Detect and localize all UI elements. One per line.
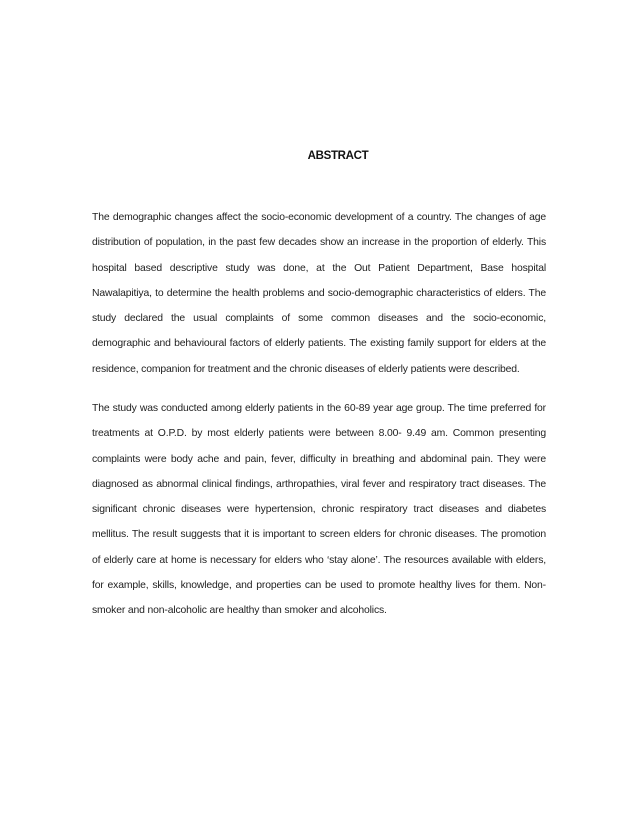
abstract-title: ABSTRACT [307,150,369,162]
abstract-paragraph-1: The demographic changes affect the socio-economic development of a country. The changes of age distribution of population, in the past few decades show an increase in the proportion of elderly. This hospital based descriptive study was done, at the Out Patient Department, Base hospital Nawalapitiya, to determine the health problems and socio-demographic characteristics of elders. The study declared the usual complaints of some common diseases and the socio-economic, demographic and behavioural factors of elderly patients. The existing family support for elders at the residence, companion for treatment and the chronic diseases of elderly patients were described. [92,212,546,375]
abstract-paragraph-2: The study was conducted among elderly patients in the 60-89 year age group. The time preferred for treatments at O.P.D. by most elderly patients were between 8.00- 9.49 am. Common presenting complaints were body ache and pain, fever, difficulty in breathing and abdominal pain. They were diagnosed as abnormal clinical findings, arthropathies, viral fever and respiratory tract diseases. The significant chronic diseases were hypertension, chronic respiratory tract diseases and diabetes mellitus. The result suggests that it is important to screen elders for chronic diseases. The promotion of elderly care at home is necessary for elders who ‘stay alone’. The resources available with elders, for example, skills, knowledge, and properties can be used to promote healthy lives for them. Non-smoker and non-alcoholic are healthy than smoker and alcoholics. [92,403,546,617]
